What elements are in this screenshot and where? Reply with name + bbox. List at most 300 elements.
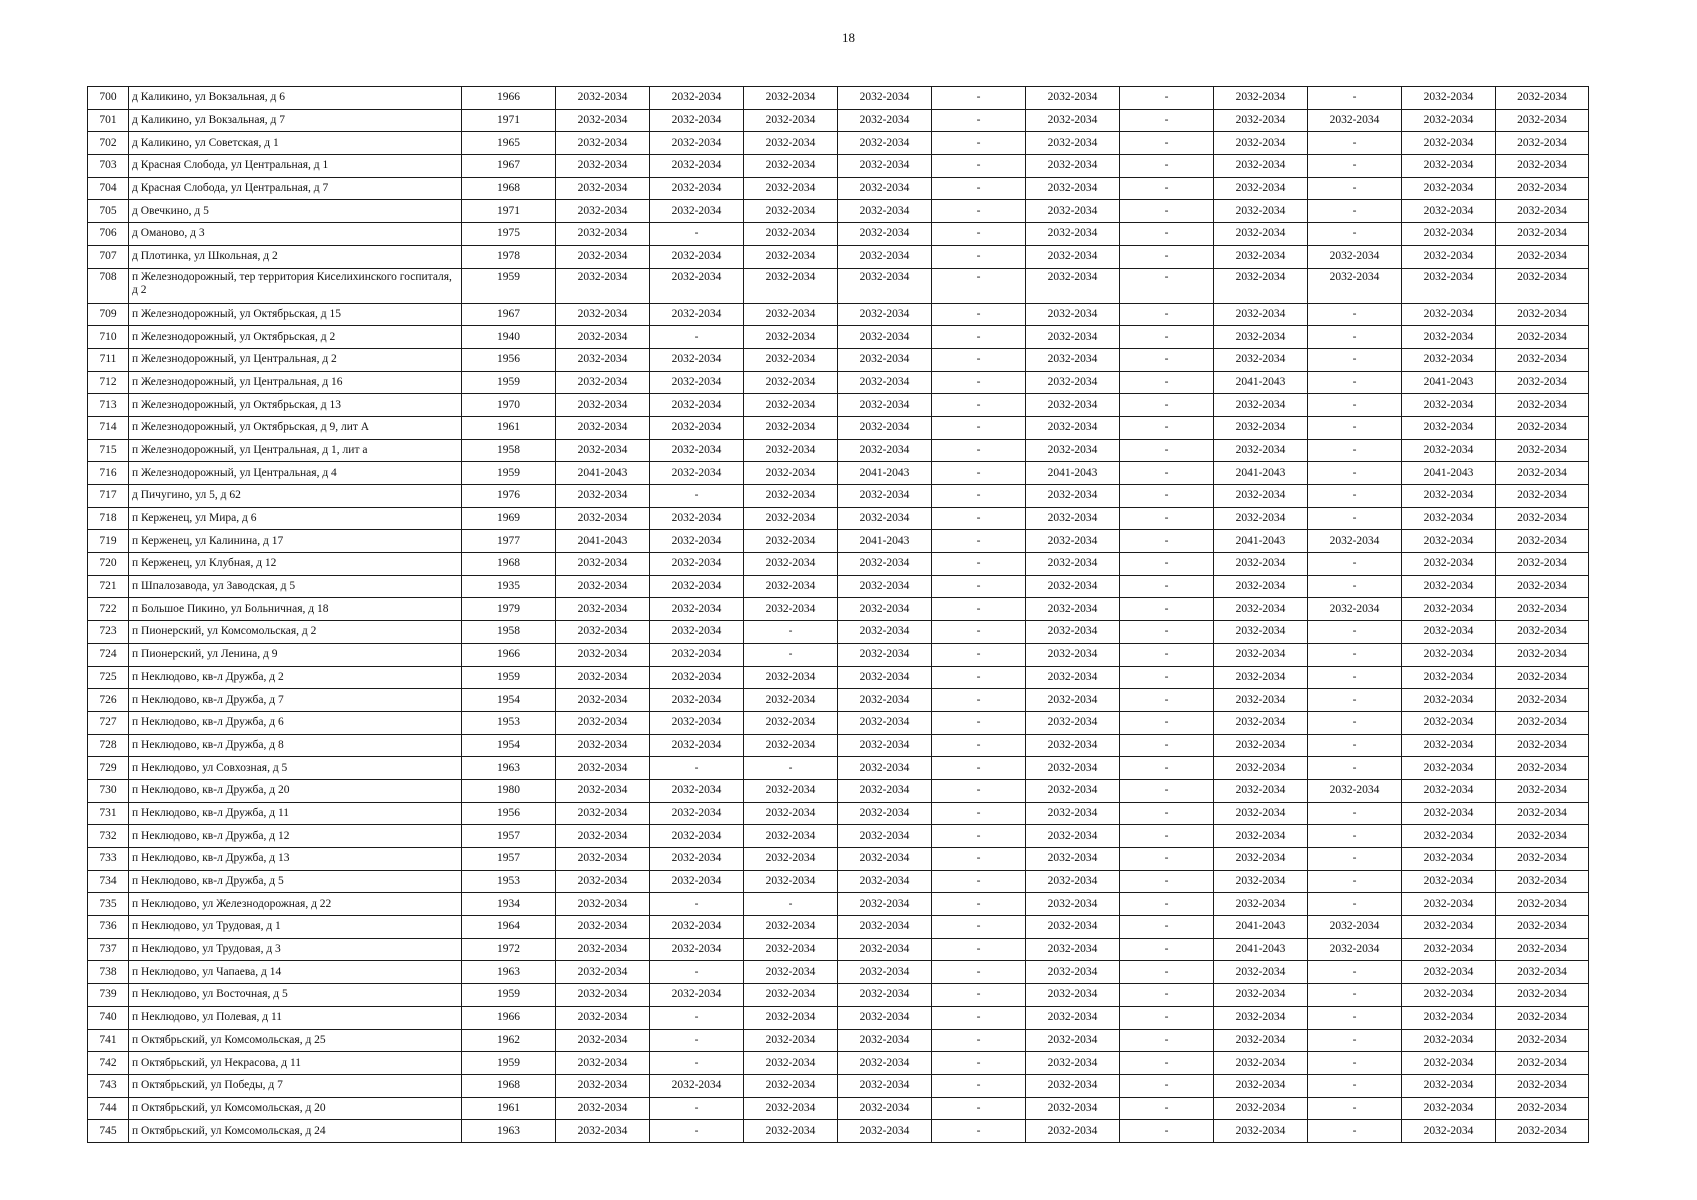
- period-cell: -: [1120, 757, 1214, 780]
- period-cell: -: [1120, 984, 1214, 1007]
- address-cell: п Неклюдово, кв-л Дружба, д 20: [129, 779, 462, 802]
- period-cell: 2032-2034: [650, 779, 744, 802]
- period-cell: -: [1308, 893, 1402, 916]
- row-number-cell: 736: [88, 916, 129, 939]
- period-cell: 2032-2034: [838, 893, 932, 916]
- period-cell: -: [1308, 348, 1402, 371]
- row-number-cell: 716: [88, 462, 129, 485]
- period-cell: 2032-2034: [744, 1097, 838, 1120]
- period-cell: 2032-2034: [1214, 711, 1308, 734]
- period-cell: 2032-2034: [744, 916, 838, 939]
- period-cell: 2032-2034: [744, 530, 838, 553]
- address-cell: п Неклюдово, ул Трудовая, д 1: [129, 916, 462, 939]
- address-cell: п Большое Пикино, ул Больничная, д 18: [129, 598, 462, 621]
- period-cell: 2032-2034: [1402, 416, 1496, 439]
- address-cell: п Неклюдово, ул Железнодорожная, д 22: [129, 893, 462, 916]
- period-cell: -: [1308, 1120, 1402, 1143]
- row-number-cell: 726: [88, 689, 129, 712]
- period-cell: 2032-2034: [556, 916, 650, 939]
- period-cell: 2032-2034: [650, 268, 744, 303]
- period-cell: 2032-2034: [556, 223, 650, 246]
- period-cell: 2032-2034: [650, 621, 744, 644]
- period-cell: -: [1120, 643, 1214, 666]
- period-cell: 2032-2034: [1402, 326, 1496, 349]
- address-cell: п Неклюдово, ул Совхозная, д 5: [129, 757, 462, 780]
- year-built-cell: 1972: [462, 938, 556, 961]
- period-cell: -: [1120, 848, 1214, 871]
- period-cell: -: [1120, 1120, 1214, 1143]
- period-cell: 2032-2034: [744, 1074, 838, 1097]
- period-cell: -: [1120, 245, 1214, 268]
- year-built-cell: 1963: [462, 1120, 556, 1143]
- table-row: [88, 734, 1589, 757]
- period-cell: 2032-2034: [1026, 155, 1120, 178]
- period-cell: 2032-2034: [1496, 303, 1589, 326]
- period-cell: 2032-2034: [1026, 303, 1120, 326]
- period-cell: 2032-2034: [1214, 416, 1308, 439]
- period-cell: 2041-2043: [556, 530, 650, 553]
- period-cell: 2032-2034: [838, 326, 932, 349]
- period-cell: -: [1308, 961, 1402, 984]
- period-cell: -: [932, 1097, 1026, 1120]
- period-cell: 2032-2034: [556, 598, 650, 621]
- period-cell: -: [1308, 416, 1402, 439]
- row-number-cell: 713: [88, 394, 129, 417]
- period-cell: 2032-2034: [1496, 893, 1589, 916]
- period-cell: -: [932, 621, 1026, 644]
- period-cell: 2032-2034: [650, 200, 744, 223]
- period-cell: 2032-2034: [744, 734, 838, 757]
- period-cell: 2032-2034: [1214, 1006, 1308, 1029]
- period-cell: 2032-2034: [1026, 734, 1120, 757]
- address-cell: п Октябрьский, ул Комсомольская, д 20: [129, 1097, 462, 1120]
- address-cell: п Пионерский, ул Ленина, д 9: [129, 643, 462, 666]
- period-cell: -: [744, 893, 838, 916]
- period-cell: -: [1308, 734, 1402, 757]
- period-cell: 2032-2034: [1496, 507, 1589, 530]
- table-row: [88, 643, 1589, 666]
- year-built-cell: 1959: [462, 666, 556, 689]
- period-cell: 2032-2034: [1214, 802, 1308, 825]
- period-cell: -: [1308, 394, 1402, 417]
- period-cell: 2032-2034: [1496, 802, 1589, 825]
- period-cell: 2032-2034: [838, 268, 932, 303]
- year-built-cell: 1959: [462, 268, 556, 303]
- address-cell: д Красная Слобода, ул Центральная, д 7: [129, 177, 462, 200]
- period-cell: 2032-2034: [556, 553, 650, 576]
- period-cell: 2032-2034: [556, 802, 650, 825]
- period-cell: -: [932, 938, 1026, 961]
- period-cell: 2032-2034: [838, 132, 932, 155]
- period-cell: 2032-2034: [650, 371, 744, 394]
- period-cell: 2032-2034: [556, 1120, 650, 1143]
- period-cell: 2032-2034: [1026, 961, 1120, 984]
- table-row: [88, 825, 1589, 848]
- period-cell: 2032-2034: [838, 711, 932, 734]
- year-built-cell: 1979: [462, 598, 556, 621]
- table-row: [88, 893, 1589, 916]
- period-cell: -: [1120, 485, 1214, 508]
- period-cell: 2032-2034: [1214, 621, 1308, 644]
- period-cell: 2032-2034: [1214, 485, 1308, 508]
- period-cell: 2032-2034: [1214, 394, 1308, 417]
- period-cell: 2032-2034: [556, 439, 650, 462]
- period-cell: 2032-2034: [1026, 598, 1120, 621]
- period-cell: 2032-2034: [650, 530, 744, 553]
- year-built-cell: 1976: [462, 485, 556, 508]
- address-cell: п Неклюдово, кв-л Дружба, д 12: [129, 825, 462, 848]
- period-cell: 2032-2034: [1402, 507, 1496, 530]
- row-number-cell: 714: [88, 416, 129, 439]
- period-cell: 2032-2034: [1402, 666, 1496, 689]
- period-cell: 2032-2034: [1026, 530, 1120, 553]
- period-cell: 2041-2043: [1214, 916, 1308, 939]
- period-cell: 2032-2034: [556, 416, 650, 439]
- period-cell: 2032-2034: [1214, 1120, 1308, 1143]
- year-built-cell: 1968: [462, 1074, 556, 1097]
- period-cell: 2032-2034: [556, 711, 650, 734]
- period-cell: -: [932, 575, 1026, 598]
- period-cell: 2032-2034: [1214, 1097, 1308, 1120]
- period-cell: 2032-2034: [1496, 643, 1589, 666]
- year-built-cell: 1957: [462, 848, 556, 871]
- period-cell: -: [1120, 394, 1214, 417]
- row-number-cell: 739: [88, 984, 129, 1007]
- period-cell: -: [1308, 485, 1402, 508]
- year-built-cell: 1956: [462, 802, 556, 825]
- period-cell: -: [932, 916, 1026, 939]
- period-cell: -: [1308, 757, 1402, 780]
- year-built-cell: 1963: [462, 961, 556, 984]
- row-number-cell: 719: [88, 530, 129, 553]
- period-cell: 2032-2034: [556, 200, 650, 223]
- period-cell: -: [1120, 825, 1214, 848]
- period-cell: 2032-2034: [1214, 507, 1308, 530]
- table-row: [88, 984, 1589, 1007]
- address-cell: п Железнодорожный, ул Октябрьская, д 15: [129, 303, 462, 326]
- period-cell: 2032-2034: [744, 177, 838, 200]
- period-cell: 2032-2034: [1214, 848, 1308, 871]
- period-cell: 2032-2034: [556, 155, 650, 178]
- address-cell: п Неклюдово, кв-л Дружба, д 11: [129, 802, 462, 825]
- period-cell: 2032-2034: [838, 1006, 932, 1029]
- period-cell: 2032-2034: [1402, 1097, 1496, 1120]
- period-cell: 2032-2034: [556, 303, 650, 326]
- period-cell: 2041-2043: [556, 462, 650, 485]
- period-cell: 2032-2034: [1402, 1006, 1496, 1029]
- period-cell: 2032-2034: [744, 462, 838, 485]
- row-number-cell: 725: [88, 666, 129, 689]
- period-cell: 2032-2034: [1402, 848, 1496, 871]
- period-cell: 2032-2034: [1214, 598, 1308, 621]
- table-row: [88, 462, 1589, 485]
- period-cell: 2032-2034: [556, 1052, 650, 1075]
- period-cell: 2032-2034: [838, 598, 932, 621]
- period-cell: -: [1120, 87, 1214, 110]
- table-row: [88, 439, 1589, 462]
- period-cell: -: [932, 598, 1026, 621]
- period-cell: 2032-2034: [556, 825, 650, 848]
- period-cell: 2032-2034: [650, 416, 744, 439]
- period-cell: 2032-2034: [838, 1097, 932, 1120]
- period-cell: -: [1308, 1029, 1402, 1052]
- period-cell: 2032-2034: [1496, 621, 1589, 644]
- period-cell: 2032-2034: [1214, 1029, 1308, 1052]
- period-cell: 2032-2034: [1214, 177, 1308, 200]
- period-cell: 2032-2034: [744, 598, 838, 621]
- period-cell: 2032-2034: [1496, 553, 1589, 576]
- row-number-cell: 702: [88, 132, 129, 155]
- period-cell: 2032-2034: [1026, 245, 1120, 268]
- period-cell: -: [1308, 643, 1402, 666]
- address-cell: п Железнодорожный, тер территория Киселихинского госпиталя, д 2: [129, 268, 462, 303]
- period-cell: -: [1120, 621, 1214, 644]
- table-row: [88, 223, 1589, 246]
- period-cell: 2032-2034: [650, 643, 744, 666]
- period-cell: -: [1120, 802, 1214, 825]
- period-cell: -: [932, 87, 1026, 110]
- year-built-cell: 1953: [462, 711, 556, 734]
- period-cell: -: [1308, 1006, 1402, 1029]
- period-cell: 2032-2034: [744, 394, 838, 417]
- period-cell: 2032-2034: [744, 779, 838, 802]
- period-cell: -: [1120, 439, 1214, 462]
- period-cell: 2032-2034: [1496, 984, 1589, 1007]
- period-cell: 2032-2034: [744, 711, 838, 734]
- table-row: [88, 621, 1589, 644]
- period-cell: -: [1120, 779, 1214, 802]
- table-row: [88, 711, 1589, 734]
- period-cell: 2032-2034: [1496, 757, 1589, 780]
- period-cell: 2032-2034: [838, 553, 932, 576]
- address-cell: п Октябрьский, ул Комсомольская, д 25: [129, 1029, 462, 1052]
- period-cell: 2032-2034: [744, 109, 838, 132]
- period-cell: 2032-2034: [838, 371, 932, 394]
- period-cell: 2032-2034: [1026, 1052, 1120, 1075]
- period-cell: 2032-2034: [838, 757, 932, 780]
- period-cell: 2032-2034: [744, 1052, 838, 1075]
- row-number-cell: 727: [88, 711, 129, 734]
- table-row: [88, 268, 1589, 303]
- period-cell: 2032-2034: [650, 575, 744, 598]
- year-built-cell: 1980: [462, 779, 556, 802]
- row-number-cell: 706: [88, 223, 129, 246]
- period-cell: 2032-2034: [650, 177, 744, 200]
- row-number-cell: 720: [88, 553, 129, 576]
- period-cell: 2032-2034: [1496, 530, 1589, 553]
- period-cell: 2032-2034: [1214, 200, 1308, 223]
- year-built-cell: 1957: [462, 825, 556, 848]
- table-row: [88, 1029, 1589, 1052]
- period-cell: -: [932, 530, 1026, 553]
- period-cell: 2032-2034: [1402, 155, 1496, 178]
- table-row: [88, 507, 1589, 530]
- period-cell: -: [932, 553, 1026, 576]
- period-cell: 2032-2034: [744, 371, 838, 394]
- period-cell: -: [1120, 553, 1214, 576]
- period-cell: 2032-2034: [1026, 984, 1120, 1007]
- period-cell: 2032-2034: [556, 245, 650, 268]
- period-cell: -: [650, 223, 744, 246]
- period-cell: 2032-2034: [1402, 621, 1496, 644]
- row-number-cell: 710: [88, 326, 129, 349]
- period-cell: 2032-2034: [1402, 893, 1496, 916]
- address-cell: д Каликино, ул Вокзальная, д 7: [129, 109, 462, 132]
- period-cell: 2032-2034: [1308, 598, 1402, 621]
- year-built-cell: 1967: [462, 303, 556, 326]
- period-cell: 2032-2034: [1496, 394, 1589, 417]
- address-cell: д Каликино, ул Вокзальная, д 6: [129, 87, 462, 110]
- period-cell: -: [932, 893, 1026, 916]
- period-cell: 2032-2034: [1402, 132, 1496, 155]
- address-cell: п Неклюдово, ул Полевая, д 11: [129, 1006, 462, 1029]
- period-cell: 2041-2043: [838, 530, 932, 553]
- period-cell: 2032-2034: [650, 689, 744, 712]
- period-cell: 2032-2034: [556, 666, 650, 689]
- period-cell: -: [932, 462, 1026, 485]
- period-cell: 2032-2034: [1214, 757, 1308, 780]
- row-number-cell: 745: [88, 1120, 129, 1143]
- period-cell: 2032-2034: [744, 1006, 838, 1029]
- repair-schedule-table: [87, 86, 1589, 1143]
- period-cell: 2032-2034: [556, 984, 650, 1007]
- period-cell: 2032-2034: [556, 1074, 650, 1097]
- year-built-cell: 1961: [462, 416, 556, 439]
- period-cell: -: [932, 848, 1026, 871]
- year-built-cell: 1954: [462, 734, 556, 757]
- period-cell: -: [932, 223, 1026, 246]
- period-cell: 2032-2034: [1496, 779, 1589, 802]
- year-built-cell: 1966: [462, 643, 556, 666]
- period-cell: 2032-2034: [838, 303, 932, 326]
- period-cell: -: [1120, 177, 1214, 200]
- period-cell: 2032-2034: [838, 1052, 932, 1075]
- year-built-cell: 1959: [462, 1052, 556, 1075]
- period-cell: 2032-2034: [1402, 961, 1496, 984]
- period-cell: 2032-2034: [744, 507, 838, 530]
- period-cell: 2032-2034: [838, 348, 932, 371]
- period-cell: -: [932, 348, 1026, 371]
- period-cell: -: [1308, 1097, 1402, 1120]
- row-number-cell: 733: [88, 848, 129, 871]
- period-cell: 2032-2034: [556, 177, 650, 200]
- period-cell: -: [650, 1029, 744, 1052]
- period-cell: 2032-2034: [556, 485, 650, 508]
- year-built-cell: 1971: [462, 109, 556, 132]
- period-cell: 2032-2034: [1402, 734, 1496, 757]
- table-row: [88, 689, 1589, 712]
- period-cell: -: [1308, 575, 1402, 598]
- address-cell: д Пичугино, ул 5, д 62: [129, 485, 462, 508]
- period-cell: -: [744, 621, 838, 644]
- table-row: [88, 87, 1589, 110]
- year-built-cell: 1963: [462, 757, 556, 780]
- table-body: [88, 87, 1589, 1143]
- table-row: [88, 155, 1589, 178]
- period-cell: -: [932, 1052, 1026, 1075]
- period-cell: 2032-2034: [1214, 268, 1308, 303]
- period-cell: 2032-2034: [1026, 109, 1120, 132]
- period-cell: 2032-2034: [556, 689, 650, 712]
- period-cell: -: [932, 643, 1026, 666]
- period-cell: 2032-2034: [1496, 87, 1589, 110]
- period-cell: 2032-2034: [1026, 416, 1120, 439]
- period-cell: 2032-2034: [1496, 485, 1589, 508]
- address-cell: п Керженец, ул Мира, д 6: [129, 507, 462, 530]
- period-cell: 2032-2034: [556, 1006, 650, 1029]
- year-built-cell: 1964: [462, 916, 556, 939]
- period-cell: 2032-2034: [1026, 1029, 1120, 1052]
- table-row: [88, 779, 1589, 802]
- period-cell: 2032-2034: [1402, 711, 1496, 734]
- period-cell: -: [932, 1120, 1026, 1143]
- period-cell: 2032-2034: [1496, 462, 1589, 485]
- address-cell: п Керженец, ул Калинина, д 17: [129, 530, 462, 553]
- period-cell: 2032-2034: [1496, 961, 1589, 984]
- period-cell: 2032-2034: [556, 394, 650, 417]
- period-cell: 2032-2034: [556, 1029, 650, 1052]
- period-cell: 2032-2034: [1026, 938, 1120, 961]
- table-row: [88, 326, 1589, 349]
- period-cell: -: [1308, 507, 1402, 530]
- period-cell: -: [1308, 621, 1402, 644]
- period-cell: 2032-2034: [1402, 916, 1496, 939]
- period-cell: 2032-2034: [744, 553, 838, 576]
- year-built-cell: 1969: [462, 507, 556, 530]
- period-cell: 2032-2034: [556, 575, 650, 598]
- period-cell: 2032-2034: [1496, 326, 1589, 349]
- period-cell: -: [1308, 462, 1402, 485]
- table-row: [88, 757, 1589, 780]
- address-cell: п Железнодорожный, ул Октябрьская, д 9, лит А: [129, 416, 462, 439]
- period-cell: 2032-2034: [1214, 984, 1308, 1007]
- period-cell: 2032-2034: [1214, 825, 1308, 848]
- period-cell: 2032-2034: [838, 485, 932, 508]
- period-cell: -: [932, 689, 1026, 712]
- period-cell: 2032-2034: [744, 485, 838, 508]
- period-cell: 2032-2034: [1026, 802, 1120, 825]
- period-cell: 2032-2034: [744, 961, 838, 984]
- address-cell: д Красная Слобода, ул Центральная, д 1: [129, 155, 462, 178]
- period-cell: -: [1308, 848, 1402, 871]
- period-cell: 2032-2034: [1402, 303, 1496, 326]
- table-row: [88, 245, 1589, 268]
- period-cell: 2032-2034: [1214, 303, 1308, 326]
- period-cell: -: [1308, 155, 1402, 178]
- period-cell: 2032-2034: [1214, 245, 1308, 268]
- period-cell: -: [932, 371, 1026, 394]
- period-cell: 2032-2034: [1496, 666, 1589, 689]
- period-cell: 2032-2034: [744, 303, 838, 326]
- period-cell: 2032-2034: [1026, 689, 1120, 712]
- period-cell: 2032-2034: [1496, 575, 1589, 598]
- period-cell: 2032-2034: [1026, 1006, 1120, 1029]
- row-number-cell: 718: [88, 507, 129, 530]
- period-cell: -: [932, 1006, 1026, 1029]
- period-cell: -: [1120, 109, 1214, 132]
- address-cell: п Неклюдово, ул Чапаева, д 14: [129, 961, 462, 984]
- period-cell: -: [1120, 155, 1214, 178]
- period-cell: 2032-2034: [1402, 245, 1496, 268]
- period-cell: 2032-2034: [1402, 268, 1496, 303]
- year-built-cell: 1954: [462, 689, 556, 712]
- address-cell: п Железнодорожный, ул Центральная, д 2: [129, 348, 462, 371]
- period-cell: 2032-2034: [1214, 893, 1308, 916]
- period-cell: 2032-2034: [1214, 575, 1308, 598]
- period-cell: 2032-2034: [1402, 485, 1496, 508]
- period-cell: 2041-2043: [1214, 462, 1308, 485]
- period-cell: 2032-2034: [838, 643, 932, 666]
